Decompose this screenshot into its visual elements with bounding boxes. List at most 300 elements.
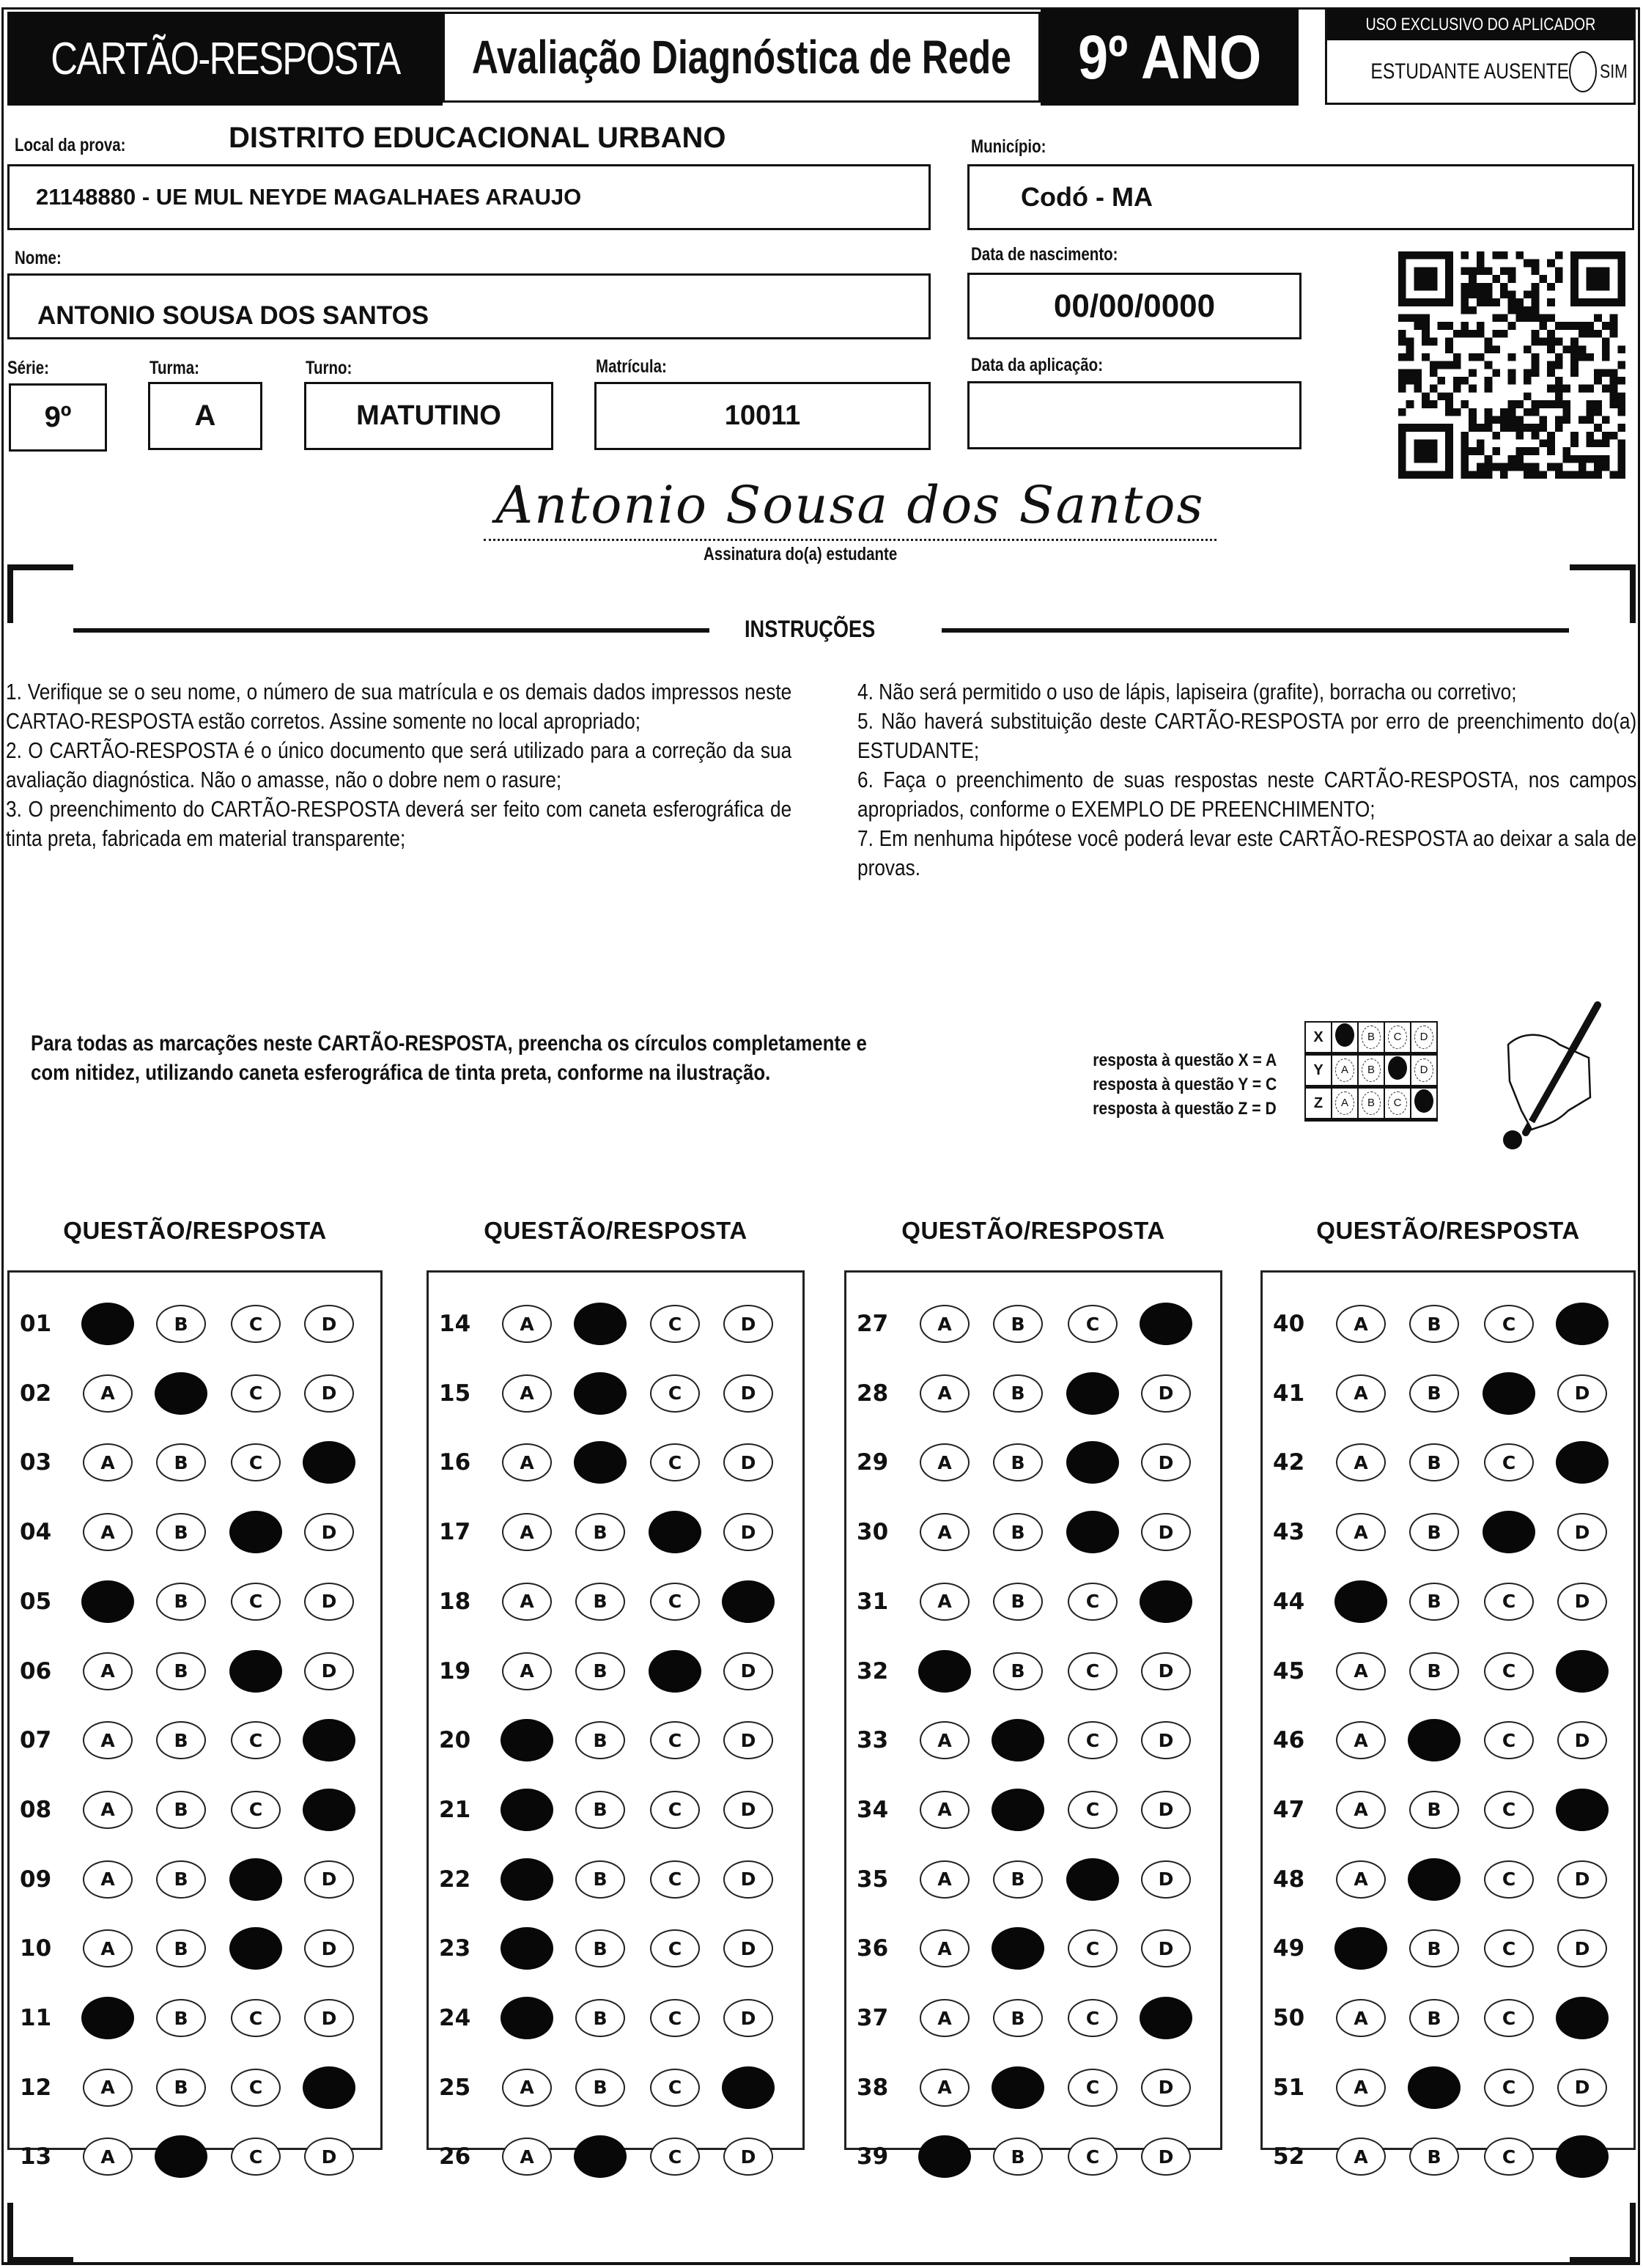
answer-bubble-a-marked[interactable] bbox=[501, 1719, 553, 1761]
answer-bubble-a-marked[interactable] bbox=[1334, 1580, 1387, 1623]
answer-bubble-b[interactable]: B bbox=[575, 1860, 625, 1899]
question-row bbox=[429, 2135, 802, 2179]
exam-title-text: Avaliação Diagnóstica de Rede bbox=[471, 31, 1012, 84]
answer-bubble-c[interactable]: C bbox=[1484, 1443, 1534, 1481]
answer-bubble-a[interactable]: A bbox=[920, 1583, 970, 1621]
example-bubble-d: D bbox=[1414, 1058, 1433, 1082]
question-number: 04 bbox=[20, 1519, 52, 1546]
answer-bubble-a[interactable]: A bbox=[920, 1443, 970, 1481]
answer-bubble-a[interactable]: A bbox=[920, 2069, 970, 2107]
answer-bubble-d-marked[interactable] bbox=[303, 1719, 355, 1761]
absent-bubble[interactable] bbox=[1569, 51, 1597, 92]
answer-bubble-c-marked[interactable] bbox=[229, 1858, 282, 1901]
answer-bubble-b-marked[interactable] bbox=[155, 2135, 207, 2178]
answer-bubble-c[interactable]: C bbox=[1484, 1860, 1534, 1899]
answer-bubble-d[interactable]: D bbox=[1141, 1513, 1191, 1551]
answer-bubble-c[interactable]: C bbox=[1484, 1652, 1534, 1690]
example-bubble-d bbox=[1414, 1089, 1433, 1113]
answer-bubble-a-marked[interactable] bbox=[501, 1997, 553, 2039]
answer-bubble-b[interactable]: B bbox=[575, 1791, 625, 1829]
question-row bbox=[846, 1440, 1220, 1484]
question-number: 47 bbox=[1273, 1796, 1305, 1823]
answer-bubble-a-marked[interactable] bbox=[918, 2135, 971, 2178]
answer-bubble-d[interactable]: D bbox=[1141, 1443, 1191, 1481]
answer-bubble-d[interactable]: D bbox=[723, 1929, 773, 1967]
answer-bubble-b[interactable]: B bbox=[993, 1652, 1043, 1690]
answer-bubble-d[interactable]: D bbox=[723, 1791, 773, 1829]
answer-bubble-c[interactable]: C bbox=[1484, 1929, 1534, 1967]
answer-bubble-c-marked[interactable] bbox=[229, 1927, 282, 1970]
answer-bubble-d[interactable]: D bbox=[1557, 1374, 1607, 1413]
example-legend-line bbox=[1035, 1072, 1277, 1097]
answer-bubble-b[interactable]: B bbox=[156, 1443, 206, 1481]
answer-bubble-a[interactable]: A bbox=[1336, 1791, 1386, 1829]
answer-bubble-b[interactable]: B bbox=[156, 1929, 206, 1967]
answer-bubble-a[interactable]: A bbox=[502, 1652, 552, 1690]
question-row bbox=[429, 1510, 802, 1554]
answer-bubble-a[interactable]: A bbox=[1336, 1652, 1386, 1690]
answer-bubble-d[interactable]: D bbox=[1141, 1374, 1191, 1413]
district-name: DISTRITO EDUCACIONAL URBANO bbox=[229, 122, 726, 154]
question-number: 23 bbox=[439, 1935, 471, 1962]
answer-bubble-d-marked[interactable] bbox=[1556, 1789, 1609, 1831]
answer-bubble-d[interactable]: D bbox=[723, 1999, 773, 2037]
answer-bubble-a[interactable]: A bbox=[920, 1721, 970, 1759]
answer-bubble-b[interactable]: B bbox=[1409, 1929, 1459, 1967]
answer-bubble-b-marked[interactable] bbox=[992, 2066, 1044, 2109]
answer-bubble-b[interactable]: B bbox=[993, 1374, 1043, 1413]
school-value: 21148880 - UE MUL NEYDE MAGALHAES ARAUJO bbox=[36, 184, 582, 210]
answer-bubble-b-marked[interactable] bbox=[992, 1789, 1044, 1831]
answer-bubble-a[interactable]: A bbox=[83, 1652, 133, 1690]
question-row bbox=[429, 2066, 802, 2110]
answer-bubble-a[interactable]: A bbox=[1336, 1721, 1386, 1759]
answer-bubble-c-marked[interactable] bbox=[1483, 1372, 1535, 1415]
answer-bubble-b[interactable]: B bbox=[575, 1929, 625, 1967]
question-number: 30 bbox=[857, 1519, 889, 1546]
answer-bubble-b-marked[interactable] bbox=[574, 1441, 627, 1484]
answer-bubble-b[interactable]: B bbox=[156, 1583, 206, 1621]
answer-bubble-b[interactable]: B bbox=[1409, 1791, 1459, 1829]
question-number: 12 bbox=[20, 2074, 52, 2101]
question-number: 20 bbox=[439, 1727, 471, 1754]
answer-bubble-b[interactable]: B bbox=[575, 1652, 625, 1690]
question-number: 21 bbox=[439, 1796, 471, 1823]
answer-bubble-b[interactable]: B bbox=[156, 1791, 206, 1829]
answer-bubble-d-marked[interactable] bbox=[1556, 1997, 1609, 2039]
signature-handwriting: Antonio Sousa dos Santos bbox=[495, 475, 1205, 535]
answer-bubble-a[interactable]: A bbox=[1336, 1513, 1386, 1551]
answer-bubble-b[interactable]: B bbox=[1409, 1513, 1459, 1551]
column-header: QUESTÃO/RESPOSTA bbox=[901, 1217, 1165, 1244]
answer-bubble-d-marked[interactable] bbox=[1140, 1997, 1192, 2039]
answer-bubble-d[interactable]: D bbox=[304, 1513, 354, 1551]
answer-bubble-b-marked[interactable] bbox=[574, 2135, 627, 2178]
municipio-field bbox=[967, 164, 1634, 230]
answer-bubble-b[interactable]: B bbox=[156, 1513, 206, 1551]
answer-bubble-b-marked[interactable] bbox=[1408, 2066, 1461, 2109]
answer-bubble-d[interactable]: D bbox=[723, 1305, 773, 1343]
answer-bubble-d[interactable]: D bbox=[1141, 1929, 1191, 1967]
answer-bubble-d[interactable]: D bbox=[723, 1652, 773, 1690]
instructions-left bbox=[6, 677, 791, 853]
question-row bbox=[429, 1996, 802, 2040]
answer-bubble-c-marked[interactable] bbox=[1066, 1858, 1119, 1901]
question-number: 29 bbox=[857, 1449, 889, 1476]
corner-mark-top-left-v bbox=[7, 564, 13, 623]
answer-bubble-a[interactable]: A bbox=[83, 1721, 133, 1759]
answer-bubble-c[interactable]: C bbox=[650, 1374, 700, 1413]
answer-column-3 bbox=[844, 1270, 1222, 2171]
answer-bubble-b-marked[interactable] bbox=[1408, 1858, 1461, 1901]
answer-bubble-b[interactable]: B bbox=[1409, 1374, 1459, 1413]
answer-bubble-b[interactable]: B bbox=[993, 1305, 1043, 1343]
example-legend bbox=[1035, 1048, 1277, 1121]
answer-bubble-c-marked[interactable] bbox=[649, 1650, 701, 1693]
example-row bbox=[1305, 1087, 1437, 1120]
question-row bbox=[1263, 1926, 1633, 1970]
answer-bubble-a-marked[interactable] bbox=[1334, 1927, 1387, 1970]
turma-value: A bbox=[194, 400, 216, 432]
example-bubble-c: C bbox=[1388, 1091, 1407, 1115]
answer-bubble-a[interactable]: A bbox=[1336, 2138, 1386, 2176]
question-number: 48 bbox=[1273, 1866, 1305, 1893]
answer-bubble-d-marked[interactable] bbox=[303, 1441, 355, 1484]
answer-bubble-d[interactable]: D bbox=[304, 1860, 354, 1899]
answer-bubble-b[interactable]: B bbox=[156, 1999, 206, 2037]
answer-bubble-d[interactable]: D bbox=[1141, 2069, 1191, 2107]
answer-bubble-c[interactable]: C bbox=[650, 1721, 700, 1759]
answer-bubble-d[interactable]: D bbox=[1557, 1929, 1607, 1967]
answer-bubble-d[interactable]: D bbox=[304, 1305, 354, 1343]
answer-bubble-a[interactable]: A bbox=[502, 1374, 552, 1413]
question-row bbox=[429, 1372, 802, 1415]
answer-bubble-a[interactable]: A bbox=[502, 1305, 552, 1343]
question-number: 41 bbox=[1273, 1380, 1305, 1407]
answer-bubble-b[interactable]: B bbox=[575, 1721, 625, 1759]
answer-bubble-d[interactable]: D bbox=[1557, 1721, 1607, 1759]
answer-bubble-c[interactable]: C bbox=[1068, 1791, 1118, 1829]
answer-bubble-b[interactable]: B bbox=[1409, 2138, 1459, 2176]
answer-bubble-b[interactable]: B bbox=[575, 1583, 625, 1621]
question-row bbox=[429, 1718, 802, 1762]
question-number: 37 bbox=[857, 2005, 889, 2031]
answer-bubble-a[interactable]: A bbox=[1336, 1443, 1386, 1481]
answer-bubble-c[interactable]: C bbox=[231, 2138, 281, 2176]
answer-bubble-c[interactable]: C bbox=[1484, 2138, 1534, 2176]
answer-bubble-c[interactable]: C bbox=[231, 2069, 281, 2107]
answer-bubble-d[interactable]: D bbox=[1141, 2138, 1191, 2176]
answer-bubble-c[interactable]: C bbox=[1068, 1583, 1118, 1621]
answer-bubble-c-marked[interactable] bbox=[229, 1511, 282, 1553]
answer-bubble-a[interactable]: A bbox=[1336, 1305, 1386, 1343]
answer-bubble-c-marked[interactable] bbox=[649, 1511, 701, 1553]
question-number: 31 bbox=[857, 1588, 889, 1615]
answer-bubble-d[interactable]: D bbox=[1141, 1860, 1191, 1899]
answer-bubble-d[interactable]: D bbox=[304, 1583, 354, 1621]
question-number: 07 bbox=[20, 1727, 52, 1754]
answer-bubble-d[interactable]: D bbox=[1141, 1721, 1191, 1759]
answer-bubble-b[interactable]: B bbox=[1409, 1305, 1459, 1343]
applicator-box-title bbox=[1327, 10, 1633, 40]
answer-bubble-b[interactable]: B bbox=[156, 1721, 206, 1759]
question-number: 50 bbox=[1273, 2005, 1305, 2031]
municipio-value: Codó - MA bbox=[1021, 182, 1153, 212]
answer-bubble-c[interactable]: C bbox=[1484, 1583, 1534, 1621]
answer-bubble-c[interactable]: C bbox=[1484, 1791, 1534, 1829]
answer-bubble-d[interactable]: D bbox=[1557, 2069, 1607, 2107]
answer-bubble-b[interactable]: B bbox=[575, 1999, 625, 2037]
card-title-text: CARTÃO-RESPOSTA bbox=[50, 33, 400, 84]
fill-instructions-text: Para todas as marcações neste CARTÃO-RESPOSTA, preencha os círculos completamente e com nitidez, utilizando caneta esferográfica de tinta preta, conforme na ilustração. bbox=[31, 1031, 867, 1085]
answer-bubble-d[interactable]: D bbox=[1141, 1652, 1191, 1690]
answer-bubble-c-marked[interactable] bbox=[1483, 1511, 1535, 1553]
question-number: 27 bbox=[857, 1311, 889, 1337]
answer-bubble-b[interactable]: B bbox=[1409, 1999, 1459, 2037]
answer-bubble-a-marked[interactable] bbox=[501, 1789, 553, 1831]
answer-bubble-d[interactable]: D bbox=[723, 2138, 773, 2176]
answer-bubble-c[interactable]: C bbox=[1484, 1721, 1534, 1759]
question-row bbox=[10, 2066, 380, 2110]
answer-bubble-d[interactable]: D bbox=[723, 1443, 773, 1481]
answer-bubble-c[interactable]: C bbox=[1068, 1652, 1118, 1690]
answer-bubble-a-marked[interactable] bbox=[81, 1303, 134, 1345]
answer-bubble-c-marked[interactable] bbox=[1066, 1511, 1119, 1553]
turma-label bbox=[149, 358, 210, 379]
corner-mark-top-right bbox=[1570, 564, 1636, 570]
answer-bubble-d-marked[interactable] bbox=[1556, 1650, 1609, 1693]
question-number: 51 bbox=[1273, 2074, 1305, 2101]
answer-bubble-b-marked[interactable] bbox=[574, 1372, 627, 1415]
answer-bubble-b-marked[interactable] bbox=[992, 1927, 1044, 1970]
answer-bubble-d[interactable]: D bbox=[304, 1652, 354, 1690]
answer-bubble-a[interactable]: A bbox=[83, 2138, 133, 2176]
answer-bubble-b[interactable]: B bbox=[993, 2138, 1043, 2176]
municipio-label bbox=[971, 136, 1063, 158]
answer-bubble-b[interactable]: B bbox=[993, 1443, 1043, 1481]
answer-bubble-d[interactable]: D bbox=[1557, 1860, 1607, 1899]
question-row bbox=[846, 2135, 1220, 2179]
answer-bubble-c[interactable]: C bbox=[231, 1305, 281, 1343]
answer-bubble-b[interactable]: B bbox=[1409, 1443, 1459, 1481]
question-row bbox=[429, 1440, 802, 1484]
answer-bubble-d[interactable]: D bbox=[723, 1513, 773, 1551]
answer-bubble-a[interactable]: A bbox=[83, 1374, 133, 1413]
question-row bbox=[429, 1858, 802, 1901]
answer-bubble-d-marked[interactable] bbox=[1556, 2135, 1609, 2178]
answer-bubble-d-marked[interactable] bbox=[722, 2066, 775, 2109]
answer-bubble-a[interactable]: A bbox=[502, 2138, 552, 2176]
corner-mark-bottom-left-v bbox=[7, 2203, 13, 2263]
aplicacao-field bbox=[967, 381, 1302, 449]
answer-bubble-b[interactable]: B bbox=[156, 2069, 206, 2107]
answer-bubble-d[interactable]: D bbox=[304, 2138, 354, 2176]
answer-bubble-c[interactable]: C bbox=[650, 1860, 700, 1899]
instructions-rule-left bbox=[73, 628, 709, 633]
answer-bubble-d-marked[interactable] bbox=[1556, 1303, 1609, 1345]
answer-bubble-c-marked[interactable] bbox=[1066, 1372, 1119, 1415]
answer-bubble-c[interactable]: C bbox=[1068, 1721, 1118, 1759]
answer-bubble-a[interactable]: A bbox=[83, 1860, 133, 1899]
answer-bubble-a[interactable]: A bbox=[1336, 1860, 1386, 1899]
question-number: 05 bbox=[20, 1588, 52, 1615]
answer-bubble-a[interactable]: A bbox=[502, 1443, 552, 1481]
answer-bubble-c[interactable]: C bbox=[650, 1929, 700, 1967]
answer-bubble-a[interactable]: A bbox=[1336, 1999, 1386, 2037]
answer-bubble-b[interactable]: B bbox=[993, 1583, 1043, 1621]
nome-label-text: Nome: bbox=[15, 248, 62, 268]
answer-bubble-c[interactable]: C bbox=[1068, 2069, 1118, 2107]
answer-bubble-a[interactable]: A bbox=[502, 1583, 552, 1621]
answer-bubble-c[interactable]: C bbox=[1068, 1929, 1118, 1967]
answer-bubble-b[interactable]: B bbox=[156, 1860, 206, 1899]
answer-bubble-a-marked[interactable] bbox=[501, 1927, 553, 1970]
answer-bubble-b[interactable]: B bbox=[993, 1513, 1043, 1551]
answer-bubble-b[interactable]: B bbox=[575, 1513, 625, 1551]
answer-bubble-c[interactable]: C bbox=[1484, 2069, 1534, 2107]
question-row bbox=[846, 1926, 1220, 1970]
answer-bubble-b[interactable]: B bbox=[156, 1652, 206, 1690]
answer-bubble-d[interactable]: D bbox=[723, 1374, 773, 1413]
answer-bubble-d[interactable]: D bbox=[304, 1999, 354, 2037]
answer-bubble-c[interactable]: C bbox=[231, 1721, 281, 1759]
question-number: 42 bbox=[1273, 1449, 1305, 1476]
answer-bubble-a[interactable]: A bbox=[83, 1513, 133, 1551]
answer-bubble-c[interactable]: C bbox=[231, 1791, 281, 1829]
answer-bubble-b-marked[interactable] bbox=[574, 1303, 627, 1345]
answer-bubble-a[interactable]: A bbox=[920, 1374, 970, 1413]
answer-bubble-a[interactable]: A bbox=[920, 1929, 970, 1967]
answer-bubble-c[interactable]: C bbox=[1068, 1305, 1118, 1343]
question-row bbox=[429, 1649, 802, 1693]
answer-bubble-c[interactable]: C bbox=[650, 1999, 700, 2037]
answer-bubble-a[interactable]: A bbox=[920, 1791, 970, 1829]
answer-bubble-b[interactable]: B bbox=[993, 1999, 1043, 2037]
answer-bubble-a-marked[interactable] bbox=[918, 1650, 971, 1693]
answer-bubble-c[interactable]: C bbox=[650, 2069, 700, 2107]
question-row bbox=[10, 1372, 380, 1415]
question-number: 49 bbox=[1273, 1935, 1305, 1962]
answer-bubble-d[interactable]: D bbox=[304, 1374, 354, 1413]
question-row bbox=[846, 2066, 1220, 2110]
answer-bubble-b[interactable]: B bbox=[993, 1860, 1043, 1899]
question-row bbox=[10, 1580, 380, 1624]
answer-bubble-c[interactable]: C bbox=[650, 2138, 700, 2176]
answer-bubble-b[interactable]: B bbox=[1409, 1583, 1459, 1621]
answer-bubble-c[interactable]: C bbox=[1068, 1999, 1118, 2037]
nascimento-field bbox=[967, 273, 1302, 339]
answer-bubble-c[interactable]: C bbox=[1484, 1999, 1534, 2037]
question-row bbox=[846, 1858, 1220, 1901]
answer-bubble-b-marked[interactable] bbox=[1408, 1719, 1461, 1761]
answer-bubble-a-marked[interactable] bbox=[81, 1997, 134, 2039]
answer-bubble-d[interactable]: D bbox=[723, 1721, 773, 1759]
answer-bubble-c[interactable]: C bbox=[650, 1305, 700, 1343]
answer-bubble-a[interactable]: A bbox=[920, 1305, 970, 1343]
answer-bubble-a[interactable]: A bbox=[83, 1443, 133, 1481]
answer-bubble-a[interactable]: A bbox=[83, 1791, 133, 1829]
answer-bubble-c[interactable]: C bbox=[1484, 1305, 1534, 1343]
matricula-value: 10011 bbox=[724, 400, 801, 431]
answer-bubble-c-marked[interactable] bbox=[1066, 1441, 1119, 1484]
turno-label bbox=[306, 358, 362, 379]
answer-bubble-d-marked[interactable] bbox=[1140, 1580, 1192, 1623]
answer-bubble-d-marked[interactable] bbox=[1556, 1441, 1609, 1484]
answer-bubble-c[interactable]: C bbox=[650, 1791, 700, 1829]
question-row bbox=[429, 1926, 802, 1970]
answer-bubble-d[interactable]: D bbox=[1557, 1583, 1607, 1621]
answer-bubble-b-marked[interactable] bbox=[992, 1719, 1044, 1761]
answer-bubble-a[interactable]: A bbox=[920, 1860, 970, 1899]
example-bubble-c: C bbox=[1388, 1026, 1407, 1049]
answer-bubble-a-marked[interactable] bbox=[81, 1580, 134, 1623]
example-row bbox=[1305, 1054, 1437, 1087]
question-number: 36 bbox=[857, 1935, 889, 1962]
answer-bubble-d[interactable]: D bbox=[1557, 1513, 1607, 1551]
question-number: 08 bbox=[20, 1796, 52, 1823]
instruction-item: 4. Não será permitido o uso de lápis, lapiseira (grafite), borracha ou corretivo; bbox=[857, 680, 1517, 704]
aplicacao-label bbox=[971, 355, 1132, 376]
answer-bubble-c[interactable]: C bbox=[650, 1583, 700, 1621]
answer-bubble-a[interactable]: A bbox=[502, 1513, 552, 1551]
example-row bbox=[1305, 1022, 1437, 1054]
answer-bubble-d-marked[interactable] bbox=[1140, 1303, 1192, 1345]
answer-bubble-a[interactable]: A bbox=[83, 2069, 133, 2107]
answer-bubble-c[interactable]: C bbox=[650, 1443, 700, 1481]
answer-bubble-a[interactable]: A bbox=[1336, 2069, 1386, 2107]
school-field bbox=[7, 164, 931, 230]
answer-bubble-d[interactable]: D bbox=[304, 1929, 354, 1967]
question-row bbox=[10, 1926, 380, 1970]
answer-bubble-d[interactable]: D bbox=[1141, 1791, 1191, 1829]
answer-bubble-d-marked[interactable] bbox=[303, 2066, 355, 2109]
nascimento-label bbox=[971, 244, 1151, 265]
question-number: 32 bbox=[857, 1657, 889, 1685]
answer-bubble-c-marked[interactable] bbox=[229, 1650, 282, 1693]
question-number: 10 bbox=[20, 1935, 52, 1962]
answer-bubble-a[interactable]: A bbox=[1336, 1374, 1386, 1413]
answer-bubble-a[interactable]: A bbox=[920, 1513, 970, 1551]
answer-bubble-c[interactable]: C bbox=[231, 1999, 281, 2037]
answer-bubble-b[interactable]: B bbox=[1409, 1652, 1459, 1690]
question-row bbox=[1263, 1649, 1633, 1693]
signature-label-text: Assinatura do(a) estudante bbox=[704, 544, 898, 564]
answer-bubble-d-marked[interactable] bbox=[303, 1789, 355, 1831]
answer-bubble-d-marked[interactable] bbox=[722, 1580, 775, 1623]
answer-bubble-a[interactable]: A bbox=[920, 1999, 970, 2037]
answer-bubble-b[interactable]: B bbox=[156, 1305, 206, 1343]
answer-bubble-a[interactable]: A bbox=[502, 2069, 552, 2107]
question-number: 44 bbox=[1273, 1588, 1305, 1615]
question-row bbox=[1263, 2066, 1633, 2110]
answer-bubble-a-marked[interactable] bbox=[501, 1858, 553, 1901]
answer-bubble-c[interactable]: C bbox=[1068, 2138, 1118, 2176]
instructions-right bbox=[857, 677, 1636, 883]
turno-field bbox=[304, 382, 553, 450]
answer-bubble-b-marked[interactable] bbox=[155, 1372, 207, 1415]
answer-bubble-c[interactable]: C bbox=[231, 1374, 281, 1413]
answer-bubble-d[interactable]: D bbox=[723, 1860, 773, 1899]
question-row bbox=[10, 1788, 380, 1832]
answer-bubble-c[interactable]: C bbox=[231, 1583, 281, 1621]
answer-bubble-a[interactable]: A bbox=[83, 1929, 133, 1967]
answer-bubble-b[interactable]: B bbox=[575, 2069, 625, 2107]
instruction-item: 1. Verifique se o seu nome, o número de sua matrícula e os demais dados impressos neste CARTAO-RESPOSTA estão corretos. Assine somente no local apropriado; bbox=[6, 680, 792, 734]
turma-label-text: Turma: bbox=[149, 358, 199, 378]
corner-mark-bottom-right bbox=[1570, 2257, 1636, 2263]
answer-bubble-c[interactable]: C bbox=[231, 1443, 281, 1481]
column-header: QUESTÃO/RESPOSTA bbox=[1316, 1217, 1580, 1244]
